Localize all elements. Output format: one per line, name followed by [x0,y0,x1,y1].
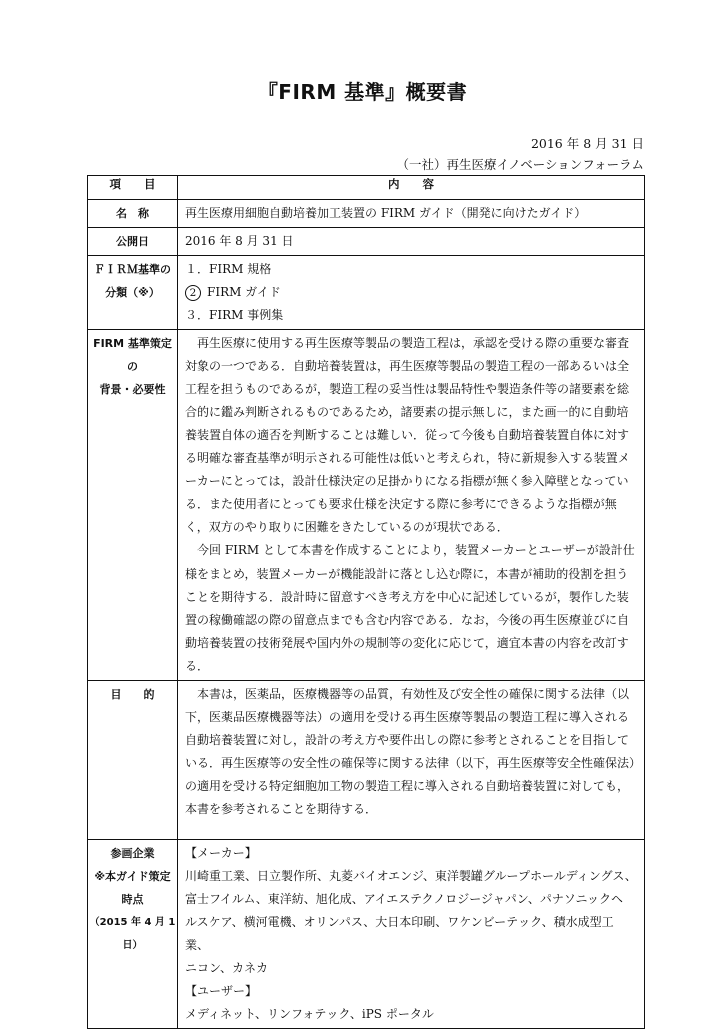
text-line: 今回 FIRM として本書を作成することにより，装置メーカーとユーザーが設計仕 [197,543,635,558]
text-line: 工程を担うものであるが，製造工程の妥当性は製品特性や製造条件等の諸要素を総 [185,382,630,397]
purpose-label: 目 的 [88,680,178,839]
classification-label [88,256,178,330]
text-line: 下，医薬品医療機器等法）の適用を受ける再生医療等製品の製造工程に導入される [185,709,630,724]
header-content: 内 容 [178,176,645,200]
text-line: る． [185,658,210,673]
maker-line: ルスケア、横河電機、オリンパス、大日本印刷、ワケンビーテック、積水成型工業、 [185,914,614,952]
user-line: メディネット、リンフォテック、iPS ポータル [185,1006,434,1021]
item-text: FIRM ガイド [207,285,281,299]
participants-label-line3: 時点 [121,892,144,906]
participants-row [88,839,645,1028]
text-line: の適用を受ける特定細胞加工物の製造工程に導入される自動培養装置に対しても， [185,778,630,793]
text-line: ーカーにとっては，設計仕様決定の足掛かりになる指標が無く参入障壁となってい [185,474,629,489]
classification-item [185,258,637,281]
classification-label-line2: 分類（※） [105,286,160,299]
text-line: 対象の一つである．自動培養装置は，再生医療等製品の製造工程の一部あるいは全 [185,359,630,374]
text-line: ことを期待する．設計時に留意すべき考え方を中心に記述しているが，製作した装 [185,589,629,604]
item-marker: ３． [185,308,210,322]
published-row [88,228,645,256]
item-marker: １． [185,262,210,276]
classification-label-line1: ＦＩＲＭ基準の [94,263,171,276]
item-text: FIRM 規格 [209,262,272,276]
name-value: 再生医療用細胞自動培養加工装置の FIRM ガイド（開発に向けたガイド） [178,200,645,228]
text-line: る．また使用者にとっても要求仕様を決定する際に参考にできるような指標が無 [185,497,617,512]
text-line: く，双方のやり取りに困難をきたしているのが現状である． [185,520,509,535]
maker-line: 富士フイルム、東洋紡、旭化成、アイエステクノロジージャパン、パナソニックヘ [185,891,624,906]
name-row [88,200,645,228]
background-label [88,330,178,681]
circled-number-icon: 2 [185,285,201,301]
participants-label-line2: ※本ガイド策定 [94,869,171,883]
summary-table [87,175,645,1029]
text-line: いる．再生医療等の安全性の確保等に関する法律（以下，再生医療等安全性確保法） [185,755,642,770]
organization-name: （一社）再生医療イノベーションフォーラム [396,157,644,172]
text-line: 本書を参考されることを期待する． [185,801,378,816]
background-label-line2: 背景・必要性 [99,383,166,396]
maker-heading: 【メーカー】 [185,845,257,860]
text-line: 自動培養装置に対し，設計の考え方や要件出しの際に参考とされることを目指して [185,732,630,747]
text-line: 再生医療に使用する再生医療等製品の製造工程は，承認を受ける際の重要な審査 [197,336,630,350]
participants-list [178,839,645,1028]
text-line: 合的に鑑み判断されるものであるため，諸要素の提示無しに，また画一的に自動培 [185,405,629,420]
background-row [88,330,645,681]
purpose-text [178,680,645,839]
published-label: 公開日 [88,228,178,256]
background-paragraph-2 [185,539,637,677]
text-line: 養装置自体の適否を判断することは難しい．従って今後も自動培養装置自体に対す [185,428,630,443]
background-label-line1: FIRM 基準策定の [93,337,172,373]
background-text [178,330,645,681]
participants-label-line4: （2015 年 4 月 1 日） [89,916,176,951]
published-value: 2016 年 8 月 31 日 [178,228,645,256]
document-date: 2016 年 8 月 31 日 [530,136,644,151]
user-heading: 【ユーザー】 [185,983,258,998]
maker-line: ニコン、カネカ [185,960,269,975]
classification-list [178,256,645,330]
text-line: 本書は，医薬品，医療機器等の品質，有効性及び安全性の確保に関する法律（以 [197,686,630,701]
maker-line: 川崎重工業、日立製作所、丸菱バイオエンジ、東洋製罐グループホールディングス、 [185,868,637,883]
text-line: る明確な審査基準が明示される可能性は低いと考えられ，特に新規参入する装置メ [185,451,630,466]
text-line: 置の稼働確認の際の留意点までも含む内容である．なお，今後の再生医療並びに自 [185,612,630,627]
classification-item-selected [185,281,637,304]
name-label: 名 称 [88,200,178,228]
item-text: FIRM 事例集 [209,308,284,322]
document-title: 『FIRM 基準』概要書 [257,80,468,104]
classification-row [88,256,645,330]
text-line: 様をまとめ，装置メーカーが機能設計に落とし込む際に，本書が補助的役割を担う [185,566,629,581]
purpose-row [88,680,645,839]
participants-label [88,839,178,1028]
participants-label-line1: 参画企業 [110,846,155,860]
text-line: 動培養装置の技術発展や国内外の規制等の変化に応じて，適宜本書の内容を改訂す [185,635,629,650]
header-item: 項 目 [88,176,178,200]
classification-item [185,304,637,327]
background-paragraph-1 [185,332,637,539]
table-header-row [88,176,645,200]
